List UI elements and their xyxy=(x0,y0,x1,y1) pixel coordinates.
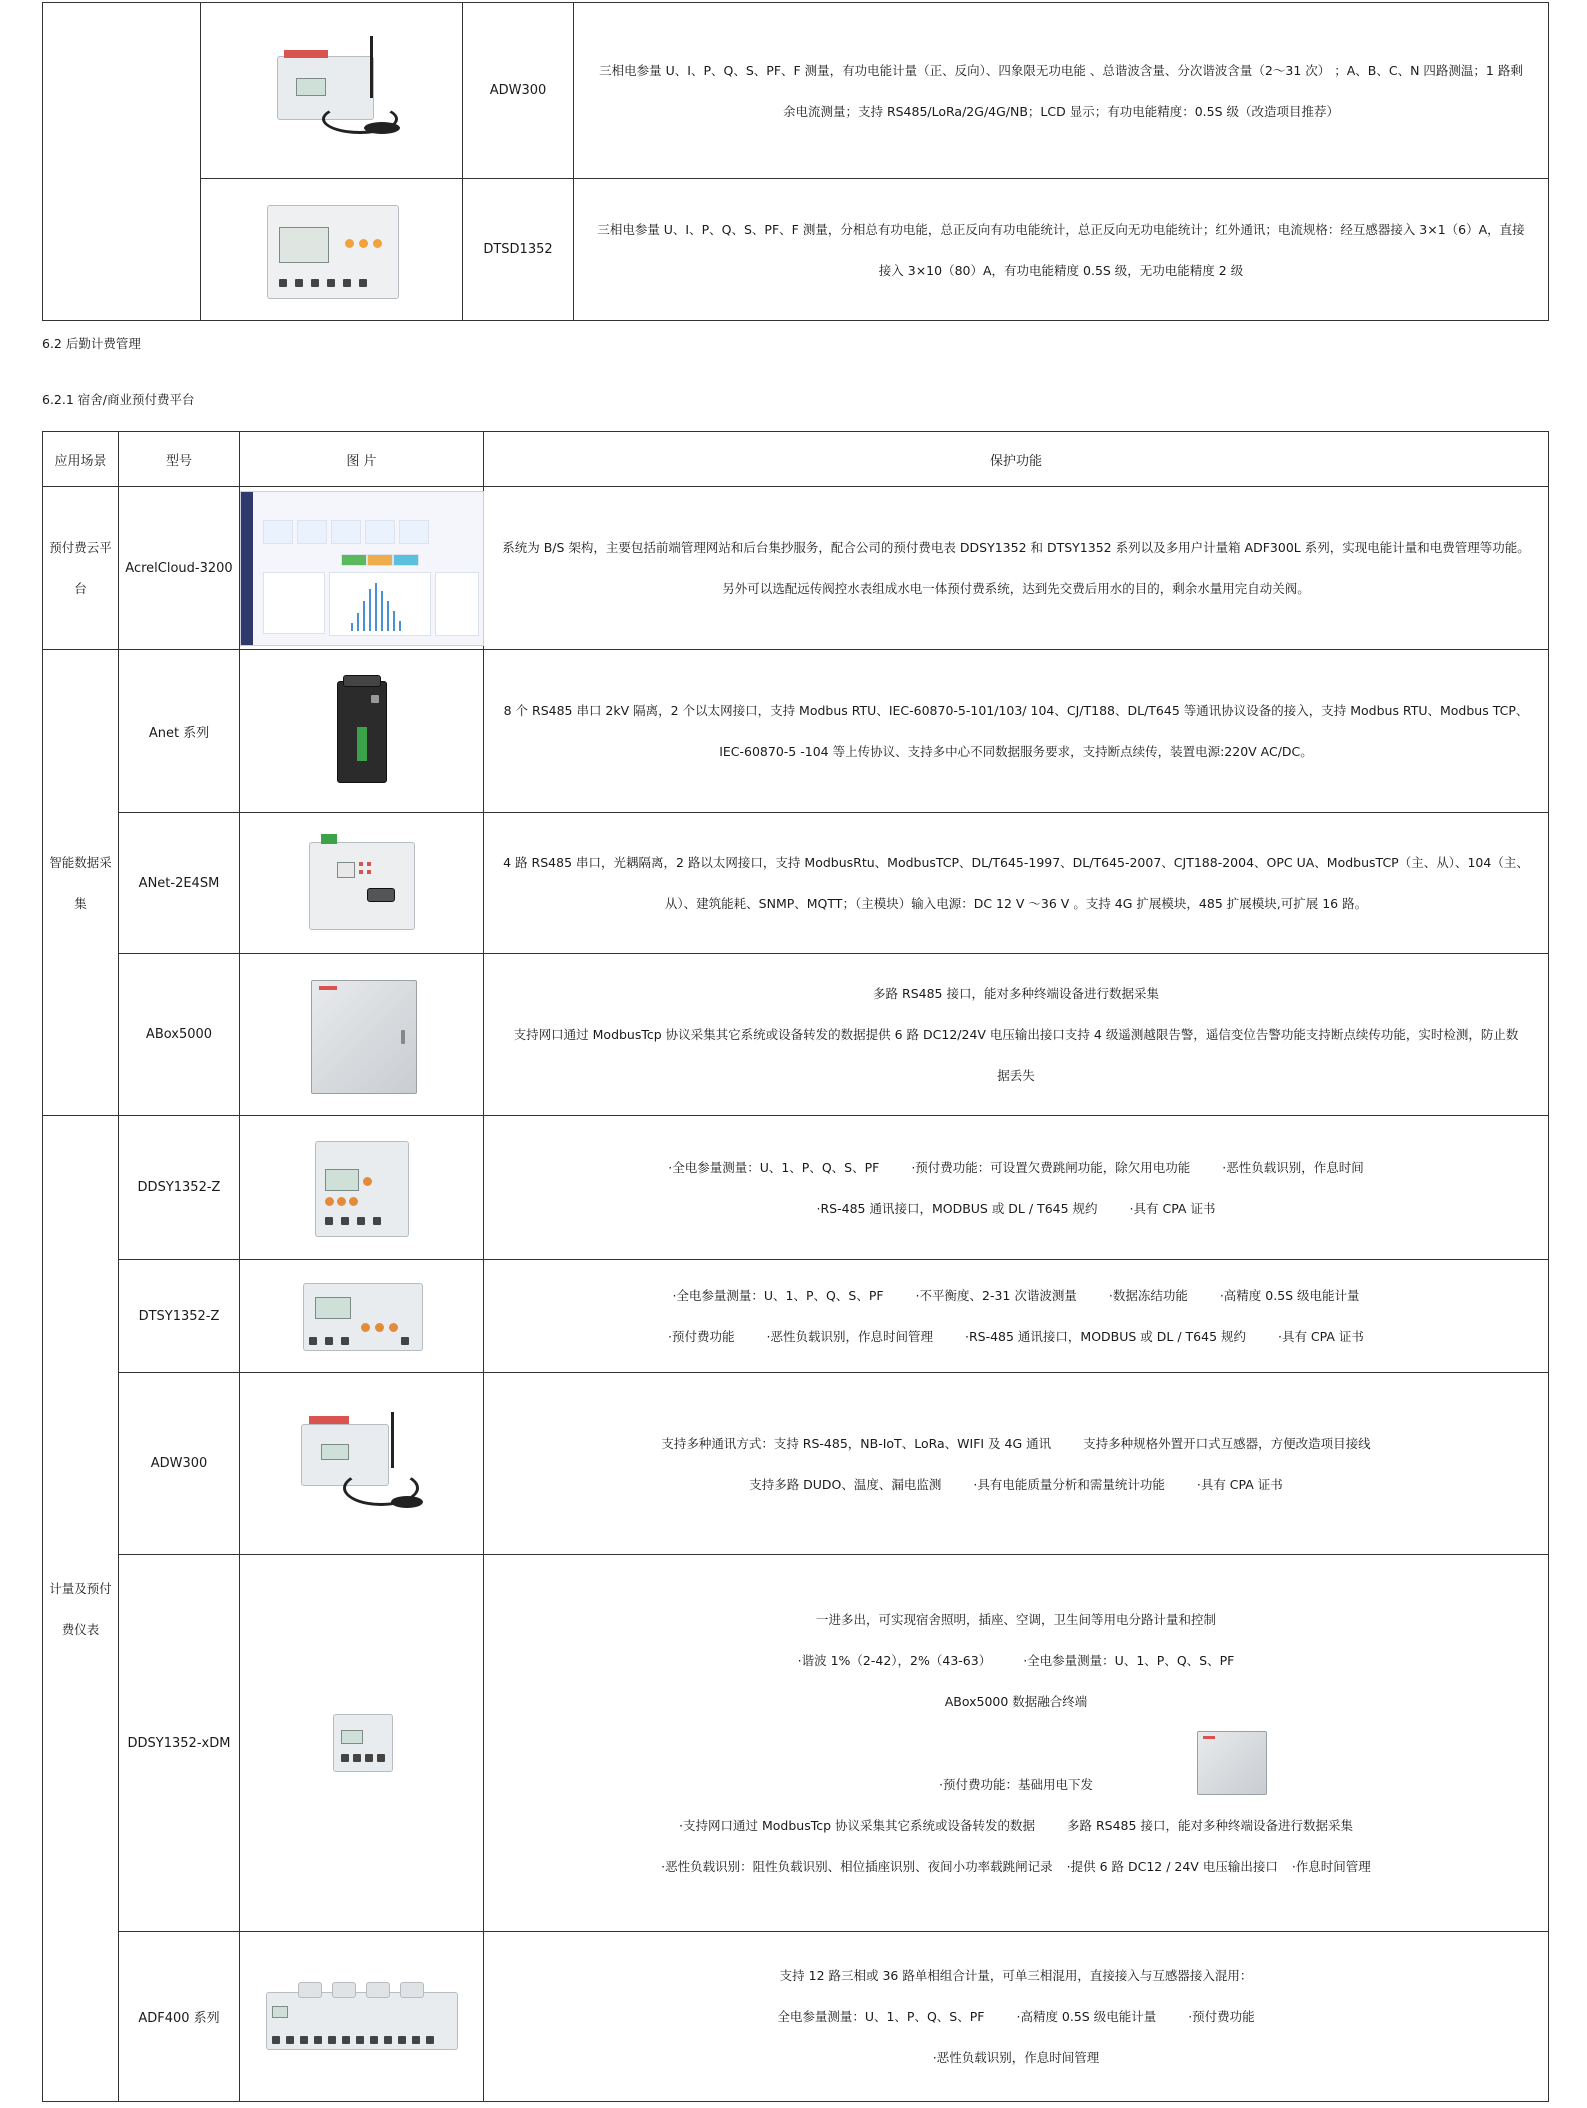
table-row xyxy=(43,1116,1549,1260)
table-row xyxy=(43,3,1549,179)
function-cell xyxy=(484,954,1549,1116)
function-item: ·提供 6 路 DC12 / 24V 电压输出接口 xyxy=(1066,1859,1278,1874)
scenario-cell xyxy=(43,650,119,1116)
description-line: 三相电参量 U、I、P、Q、S、PF、F 测量，分相总有功电能，总正反向有功电能统计，总正反向无功电能统计；红外通讯；电流规格：经互感器接入 3×1（6）A，直接 xyxy=(597,221,1525,237)
model-cell: ADW300 xyxy=(119,1373,240,1555)
function-item: ·恶性负载识别，作息时间管理 xyxy=(932,2050,1100,2065)
function-item: ·预付费功能 xyxy=(668,1329,735,1344)
scenario-line: 预付费云平 xyxy=(49,540,112,555)
function-cell xyxy=(484,487,1549,650)
function-item: ·具有 CPA 证书 xyxy=(1196,1476,1283,1492)
function-item: 多路 RS485 接口，能对多种终端设备进行数据采集 xyxy=(1067,1818,1353,1833)
function-cell xyxy=(484,813,1549,954)
scenario-line: 计量及预付 xyxy=(49,1580,112,1596)
function-item: ·不平衡度、2-31 次谐波测量 xyxy=(915,1288,1077,1303)
function-item: 从）、建筑能耗、SNMP、MQTT；（主模块）输入电源：DC 12 V ～36 V 。支持 4G 扩展模块，485 扩展模块,可扩展 16 路。 xyxy=(664,896,1368,911)
scenario-cell xyxy=(43,1116,119,2102)
description-cell xyxy=(574,179,1549,321)
function-line xyxy=(484,1464,1548,1505)
function-line xyxy=(484,1188,1548,1229)
product-image-cell xyxy=(240,1260,484,1373)
adf400-image xyxy=(262,1972,462,2062)
product-image-cell xyxy=(201,3,463,179)
dtsy1352-z-image xyxy=(297,1271,427,1361)
function-item: 支持多种规格外置开口式互感器，方便改造项目接线 xyxy=(1083,1435,1371,1451)
function-item: 4 路 RS485 串口，光耦隔离，2 路以太网接口，支持 ModbusRtu、ModbusTCP、DL/T645-1997、DL/T645-2007、CJT188-2004、OPC UA、ModbusTCP（主、从）、104（主、 xyxy=(503,855,1529,870)
header-row xyxy=(43,432,1549,487)
table-row xyxy=(43,179,1549,321)
description-line: 三相电参量 U、I、P、Q、S、PF、F 测量，有功电能计量（正、反向）、四象限无功电能 、总谐波含量、分次谐波含量（2～31 次） ；A、B、C、N 四路测温；1 路剩 xyxy=(599,62,1523,78)
product-image-cell xyxy=(240,1932,484,2102)
function-item: ·支持网口通过 ModbusTcp 协议采集其它系统或设备转发的数据 xyxy=(679,1818,1036,1833)
function-line xyxy=(484,731,1548,772)
function-line xyxy=(484,1147,1548,1188)
function-line xyxy=(484,1055,1548,1096)
function-line xyxy=(484,973,1548,1014)
product-image-cell xyxy=(240,650,484,813)
function-line xyxy=(484,1996,1548,2037)
function-item: ·恶性负载识别，作息时间 xyxy=(1222,1159,1364,1175)
function-item: 全电参量测量：U、1、P、Q、S、PF xyxy=(777,2009,985,2024)
function-item: ABox5000 数据融合终端 xyxy=(944,1694,1088,1709)
function-item: 多路 RS485 接口，能对多种终端设备进行数据采集 xyxy=(873,986,1159,1001)
function-item: ·全电参量测量：U、1、P、Q、S、PF xyxy=(668,1159,880,1175)
scenario-cell xyxy=(43,3,201,321)
function-item: ·具有 CPA 证书 xyxy=(1129,1200,1216,1216)
function-line xyxy=(484,1722,1548,1800)
subsection-heading: 6.2.1 宿舍/商业预付费平台 xyxy=(42,392,195,407)
function-item: ·高精度 0.5S 级电能计量 xyxy=(1219,1288,1360,1303)
top-table xyxy=(42,2,1549,321)
product-image-cell xyxy=(240,1373,484,1555)
product-image-cell xyxy=(240,487,484,650)
function-line xyxy=(484,883,1548,924)
anet-gateway-image xyxy=(317,671,407,791)
function-line xyxy=(484,1275,1548,1316)
model-cell: DTSD1352 xyxy=(463,179,574,321)
function-cell xyxy=(484,1373,1549,1555)
abox5000-inline-image xyxy=(1193,1729,1269,1795)
model-cell: Anet 系列 xyxy=(119,650,240,813)
function-item: ·数据冻结功能 xyxy=(1108,1288,1188,1303)
function-line xyxy=(484,527,1548,568)
scenario-line: 台 xyxy=(74,581,87,596)
function-line xyxy=(484,2037,1548,2078)
abox5000-image xyxy=(297,970,427,1100)
adw300-image xyxy=(287,1394,437,1534)
function-line xyxy=(484,1955,1548,1996)
header-scenario: 应用场景 xyxy=(43,432,119,487)
description-line: 余电流测量；支持 RS485/LoRa/2G/4G/NB；LCD 显示；有功电能精度：0.5S 级（改造项目推荐） xyxy=(782,103,1340,119)
table-row xyxy=(43,1373,1549,1555)
function-line xyxy=(484,1423,1548,1464)
function-line xyxy=(484,1316,1548,1357)
product-image-cell xyxy=(201,179,463,321)
product-image-cell xyxy=(240,1555,484,1932)
function-line xyxy=(484,1681,1548,1722)
ddsy1352-xdm-image xyxy=(327,1708,397,1778)
function-item: 据丢失 xyxy=(997,1068,1035,1083)
platform-screenshot-image xyxy=(240,491,484,646)
function-item: 8 个 RS485 串口 2kV 隔离，2 个以太网接口，支持 Modbus RTU、IEC-60870-5-101/103/ 104、CJ/T188、DL/T645 等通讯协议设备的接入，支持 Modbus RTU、Modbus TCP、 xyxy=(503,703,1529,718)
function-line xyxy=(484,1805,1548,1846)
function-item: 系统为 B/S 架构，主要包括前端管理网站和后台集抄服务，配合公司的预付费电表 DDSY1352 和 DTSY1352 系列以及多用户计量箱 ADF300L 系列，实现电能计量和电费管理等功能。 xyxy=(502,540,1530,555)
function-item: ·谐波 1%（2-42），2%（43-63） xyxy=(797,1653,992,1668)
model-cell: ABox5000 xyxy=(119,954,240,1116)
function-line xyxy=(484,1640,1548,1681)
function-item: 支持网口通过 ModbusTcp 协议采集其它系统或设备转发的数据提供 6 路 DC12/24V 电压输出接口支持 4 级遥测越限告警，遥信变位告警功能支持断点续传功能，实时检测，防止数 xyxy=(513,1027,1519,1042)
product-image-cell xyxy=(240,813,484,954)
function-line xyxy=(484,690,1548,731)
function-item: ·恶性负载识别，作息时间管理 xyxy=(766,1329,933,1344)
function-cell xyxy=(484,650,1549,813)
model-cell: DDSY1352-xDM xyxy=(119,1555,240,1932)
product-image-cell xyxy=(240,954,484,1116)
function-item: ·预付费功能 xyxy=(1188,2009,1255,2024)
function-item: 支持多种通讯方式：支持 RS-485，NB-IoT、LoRa、WIFI 及 4G 通讯 xyxy=(661,1435,1052,1451)
function-cell xyxy=(484,1116,1549,1260)
function-item: ·具有电能质量分析和需量统计功能 xyxy=(973,1476,1165,1492)
table-row xyxy=(43,1555,1549,1932)
header-model: 型号 xyxy=(119,432,240,487)
header-function: 保护功能 xyxy=(484,432,1549,487)
adw300-image xyxy=(252,26,412,156)
scenario-line: 智能数据采 xyxy=(49,854,112,870)
function-item: ·RS-485 通讯接口，MODBUS 或 DL / T645 规约 xyxy=(964,1329,1246,1344)
section-heading: 6.2 后勤计费管理 xyxy=(42,336,141,351)
function-line xyxy=(484,842,1548,883)
model-cell: ADF400 系列 xyxy=(119,1932,240,2102)
function-item: ·预付费功能：基础用电下发 xyxy=(939,1777,1093,1792)
description-cell xyxy=(574,3,1549,179)
function-item: ·全电参量测量：U、1、P、Q、S、PF xyxy=(672,1288,884,1303)
function-cell xyxy=(484,1932,1549,2102)
scenario-cell xyxy=(43,487,119,650)
table-row xyxy=(43,1260,1549,1373)
function-item: IEC-60870-5 -104 等上传协议、支持多中心不同数据服务要求，支持断点续传，装置电源:220V AC/DC。 xyxy=(719,744,1313,759)
function-item: 一进多出，可实现宿舍照明，插座、空调，卫生间等用电分路计量和控制 xyxy=(815,1612,1216,1627)
function-item: ·预付费功能：可设置欠费跳闸功能，除欠用电功能 xyxy=(911,1159,1191,1175)
function-cell xyxy=(484,1260,1549,1373)
function-cell xyxy=(484,1555,1549,1932)
model-cell: ANet-2E4SM xyxy=(119,813,240,954)
description-line: 接入 3×10（80）A，有功电能精度 0.5S 级，无功电能精度 2 级 xyxy=(878,262,1244,278)
function-item: 支持 12 路三相或 36 路单相组合计量，可单三相混用，直接接入与互感器接入混用： xyxy=(779,1968,1253,1983)
function-item: ·具有 CPA 证书 xyxy=(1277,1329,1364,1344)
product-image-cell xyxy=(240,1116,484,1260)
table-row xyxy=(43,1932,1549,2102)
model-cell: ADW300 xyxy=(463,3,574,179)
table-row xyxy=(43,487,1549,650)
scenario-line: 集 xyxy=(74,895,87,911)
function-item: 另外可以选配远传阀控水表组成水电一体预付费系统，达到先交费后用水的目的，剩余水量用完自动关阀。 xyxy=(722,581,1310,596)
model-cell: AcrelCloud-3200 xyxy=(119,487,240,650)
function-item: 支持多路 DUDO、温度、漏电监测 xyxy=(749,1476,942,1492)
ddsy1352-z-image xyxy=(307,1133,417,1243)
function-line xyxy=(484,568,1548,609)
table-row xyxy=(43,650,1549,813)
function-line xyxy=(484,1014,1548,1055)
main-table xyxy=(42,431,1549,2102)
dtsd1352-image xyxy=(257,195,407,305)
function-item: ·全电参量测量：U、1、P、Q、S、PF xyxy=(1023,1653,1235,1668)
model-cell: DDSY1352-Z xyxy=(119,1116,240,1260)
function-item: ·RS-485 通讯接口，MODBUS 或 DL / T645 规约 xyxy=(816,1200,1098,1216)
function-line xyxy=(484,1846,1548,1887)
function-item: ·恶性负载识别：阻性负载识别、相位插座识别、夜间小功率载跳闸记录 xyxy=(661,1859,1053,1874)
function-item: ·作息时间管理 xyxy=(1291,1859,1371,1874)
model-cell: DTSY1352-Z xyxy=(119,1260,240,1373)
function-line xyxy=(484,1599,1548,1640)
function-item: ·高精度 0.5S 级电能计量 xyxy=(1016,2009,1157,2024)
scenario-line: 费仪表 xyxy=(61,1621,100,1637)
anet-2e4sm-image xyxy=(297,828,427,938)
table-row xyxy=(43,813,1549,954)
header-image: 图 片 xyxy=(240,432,484,487)
table-row xyxy=(43,954,1549,1116)
